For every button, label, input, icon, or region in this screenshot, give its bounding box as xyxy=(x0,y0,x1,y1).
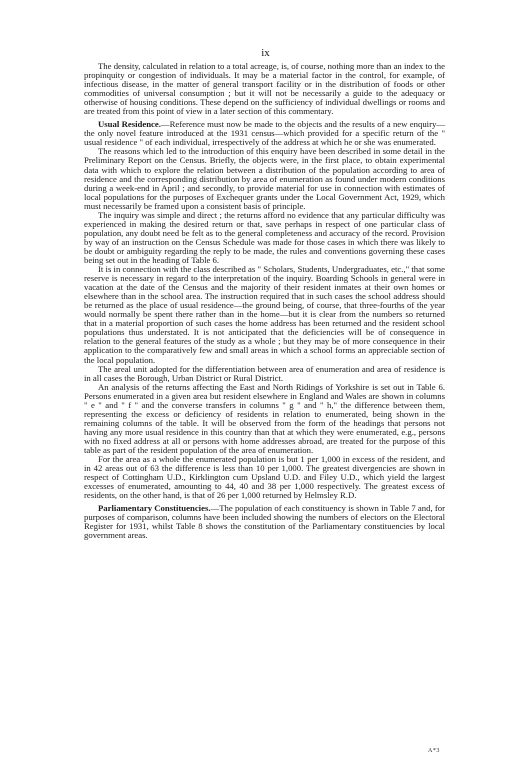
paragraph-density: The density, calculated in relation to a total acreage, is, of course, nothing more than an index to the propinquity or congestion of individuals. It may be a material factor in the control, for example, of infectious disease, in the matter of general transport facility or in the distribution of foods or other commodities of universal consumption ; but it will not be necessarily a guide to the adequacy or otherwise of housing conditions. These depend on the sufficiency of individual dwellings or rooms and are treated from this point of view in a later section of this commentary. xyxy=(84,61,445,117)
body-text xyxy=(84,62,445,540)
paragraph-reasons: The reasons which led to the introduction of this enquiry have been described in some detail in the Preliminary Report on the Census. Briefly, the objects were, in the first place, to obtain experimental data with which to explore the relation between a distribution of the population according to area of residence and the corresponding distribution by area of enumeration as found under modern conditions during a week-end in April ; and secondly, to provide material for use in connection with estimates of local populations for the purposes of Exchequer grants under the Local Government Act, 1929, which must necessarily be framed upon a consistent basis of principle. xyxy=(84,146,445,211)
section-heading-usual-residence: Usual Residence. xyxy=(98,119,161,130)
paragraph-inquiry: The inquiry was simple and direct ; the returns afford no evidence that any particular difficulty was experienced in making the desired return or that, save perhaps in respect of one particular class of population, any doubt need be felt as to the general completeness and accuracy of the record. Provision by way of an instruction on the Census Schedule was made for those cases in which there was likely to be doubt or ambiguity regarding the reply to be made, the rules and conventions governing these cases being set out in the heading of Table 6. xyxy=(84,209,445,265)
paragraph-areal-unit: The areal unit adopted for the differentiation between area of enumeration and area of residence is in all cases the Borough, Urban District or Rural District. xyxy=(84,363,445,383)
signature-mark: A*3 xyxy=(428,748,440,754)
paragraph-scholars: It is in connection with the class described as " Scholars, Students, Undergraduates, etc.," that some reserve is necessary in regard to the interpretation of the inquiry. Boarding Schools in general were in vacation at the date of the Census and the majority of their resident inmates at their own homes or elsewhere than in the school area. The instruction required that in such cases the school address should be returned as the place of usual residence—the ground being, of course, that three-fourths of the year would normally be spent there rather than in the home—but it is clear from the numbers so returned that in a material proportion of such cases the home address has been returned and the resident school populations thus understated. It is not anticipated that the deficiencies will be of consequence in relation to the general features of the study as a whole ; but they may be of more consequence in their application to the comparatively few and small areas in which a school forms an appreciable section of the local population. xyxy=(84,264,445,365)
paragraph-parliamentary: Parliamentary Constituencies.—The population of each constituency is shown in Table 7 and, for purposes of comparison, columns have been included showing the numbers of electors on the Electoral Register for 1931, whilst Table 8 shows the constitution of the Parliamentary constituencies by local government areas. xyxy=(84,503,445,541)
page-number: ix xyxy=(261,47,270,59)
paragraph-analysis: An analysis of the returns affecting the East and North Ridings of Yorkshire is set out in Table 6. Persons enumerated in a given area but resident elsewhere in England and Wales are shown in columns " e " and " f " and the converse transfers in columns " g " and " h," the difference between them, representing the excess or deficiency of residents in relation to enumerated, being shown in the remaining columns of the table. It will be observed from the form of the headings that persons not having any more usual residence in this country than that at which they were enumerated, e.g., persons with no fixed address at all or persons with home addresses abroad, are treated for the purpose of this table as part of the resident population of the area of enumeration. xyxy=(84,381,445,455)
paragraph-usual-residence: Usual Residence.—Reference must now be made to the objects and the results of a new enquiry—the only novel feature introduced at the 1931 census—which provided for a specific return of the " usual residence " of each individual, irrespectively of the address at which he or she was enumerated. xyxy=(84,119,446,148)
paragraph-area-whole: For the area as a whole the enumerated population is but 1 per 1,000 in excess of the resident, and in 42 areas out of 63 the difference is less than 10 per 1,000. The greatest divergencies are shown in respect of Cottingham U.D., Kirklington cum Upsland U.D. and Filey U.D., which yield the largest excesses of enumerated, amounting to 44, 40 and 38 per 1,000 respectively. The greatest excess of residents, on the other hand, is that of 26 per 1,000 returned by Helmsley R.D. xyxy=(84,454,445,501)
section-heading-parliamentary: Parliamentary Constituencies. xyxy=(98,503,211,514)
